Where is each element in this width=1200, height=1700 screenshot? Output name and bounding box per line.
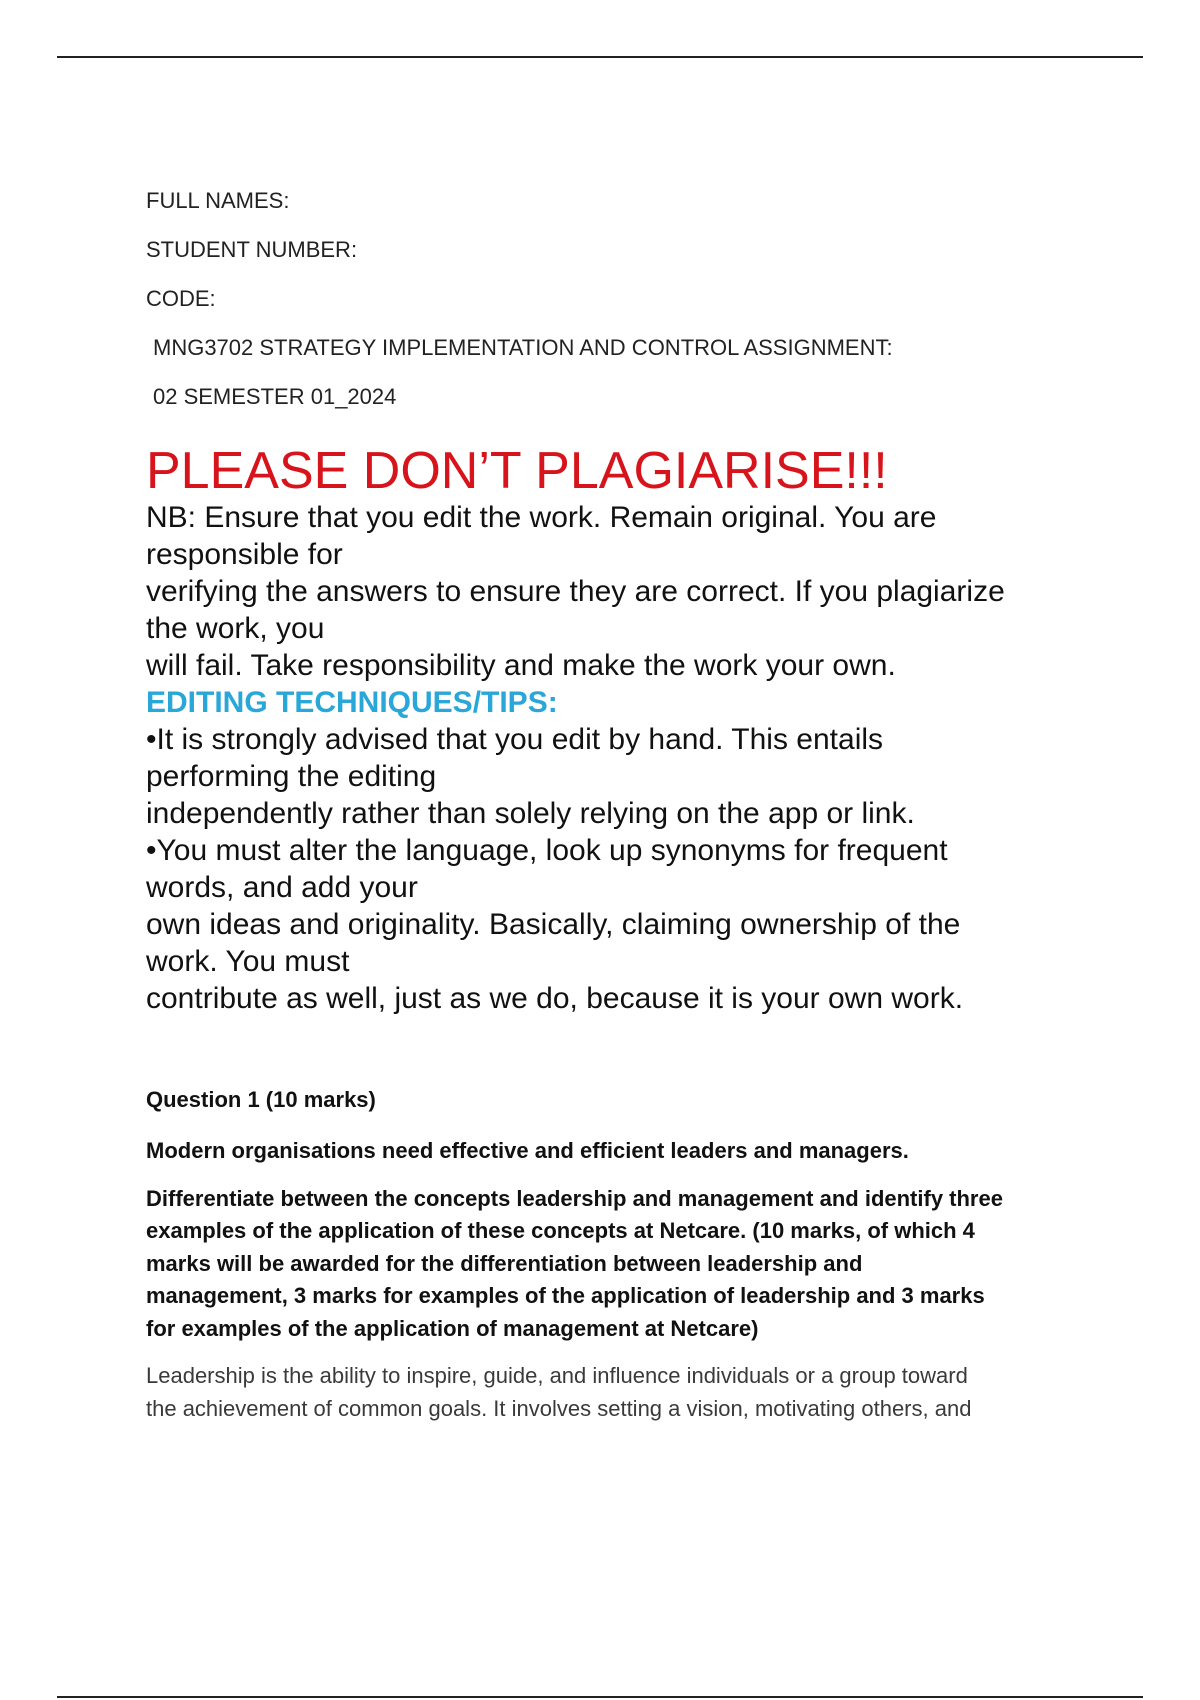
editing-tips-heading: EDITING TECHNIQUES/TIPS:: [146, 686, 558, 719]
semester-line: 02 SEMESTER 01_2024: [153, 384, 397, 409]
question-statement: Modern organisations need effective and efficient leaders and managers.: [146, 1138, 909, 1163]
nb-line: will fail. Take responsibility and make the work your own.: [146, 649, 896, 682]
answer-line: the achievement of common goals. It involves setting a vision, motivating others, and: [146, 1395, 972, 1421]
task-line: examples of the application of these concepts at Netcare. (10 marks, of which 4: [146, 1218, 975, 1243]
task-line: Differentiate between the concepts leadership and management and identify three: [146, 1185, 1003, 1211]
plagiarism-warning: PLEASE DON’T PLAGIARISE!!!: [146, 442, 888, 500]
tip-line: •You must alter the language, look up synonyms for frequent: [146, 834, 948, 867]
task-line: marks will be awarded for the differentiation between leadership and: [146, 1250, 863, 1276]
student-number-label: STUDENT NUMBER:: [146, 237, 358, 262]
bottom-rule: [57, 1696, 1143, 1698]
question-title: Question 1 (10 marks): [146, 1087, 376, 1112]
course-line: MNG3702 STRATEGY IMPLEMENTATION AND CONTROL ASSIGNMENT:: [153, 335, 893, 360]
section-spacer: [146, 1017, 1106, 1086]
top-rule: [57, 56, 1143, 58]
full-names-label: FULL NAMES:: [146, 188, 290, 213]
nb-line: responsible for: [146, 538, 343, 571]
nb-line: NB: Ensure that you edit the work. Remain original. You are: [146, 501, 937, 534]
task-line: for examples of the application of management at Netcare): [146, 1315, 759, 1341]
tip-line: words, and add your: [146, 871, 418, 904]
tip-line: own ideas and originality. Basically, claiming ownership of the: [146, 908, 961, 941]
nb-line: the work, you: [146, 612, 325, 645]
task-line: management, 3 marks for examples of the application of leadership and 3 marks: [146, 1283, 985, 1308]
nb-line: verifying the answers to ensure they are correct. If you plagiarize: [146, 575, 1005, 608]
answer-line: Leadership is the ability to inspire, guide, and influence individuals or a group toward: [146, 1363, 968, 1388]
question-task: [146, 1183, 1106, 1346]
answer-paragraph: [146, 1360, 1106, 1425]
code-label: CODE:: [146, 286, 216, 311]
tip-line: •It is strongly advised that you edit by hand. This entails: [146, 723, 884, 756]
editing-tips-list: [146, 721, 1106, 1017]
nb-paragraph: [146, 499, 1106, 684]
tip-line: work. You must: [146, 945, 350, 978]
tip-line: contribute as well, just as we do, because it is your own work.: [146, 982, 964, 1015]
tip-line: independently rather than solely relying on the app or link.: [146, 797, 915, 830]
tip-line: performing the editing: [146, 760, 437, 793]
document-page: [146, 188, 1106, 1425]
